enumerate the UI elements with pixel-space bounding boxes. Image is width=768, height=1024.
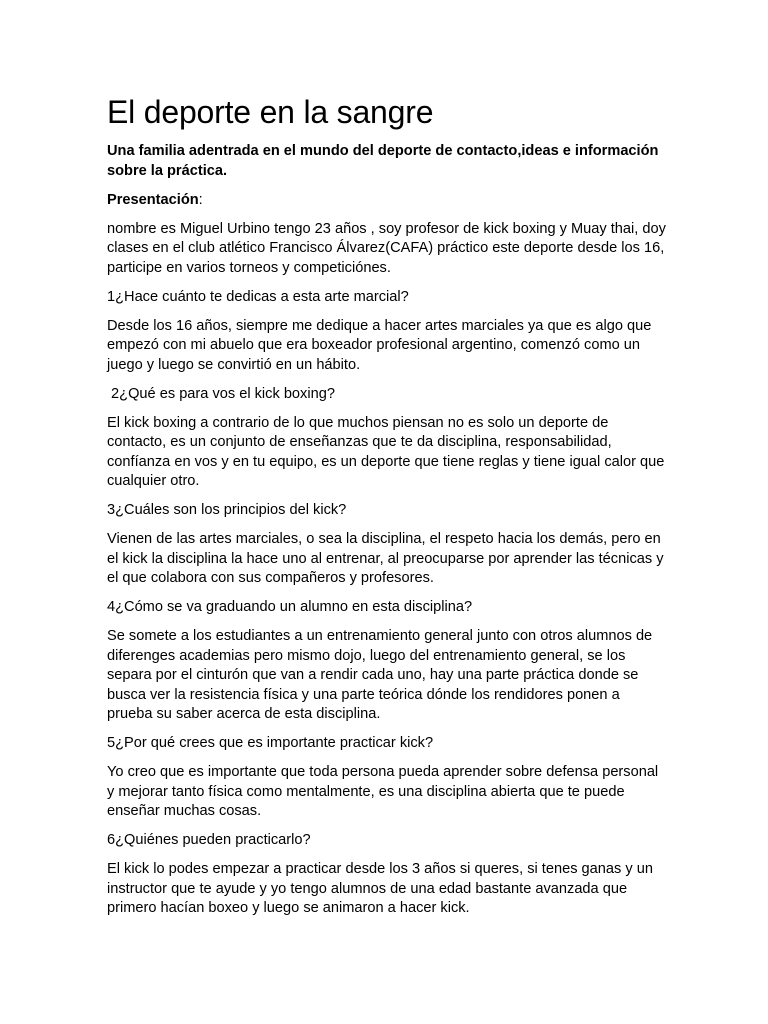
document-subtitle: Una familia adentrada en el mundo del deporte de contacto,ideas e información sobre la práctica.	[107, 143, 659, 179]
answer-3: Vienen de las artes marciales, o sea la disciplina, el respeto hacia los demás, pero en el kick la disciplina la hace uno al entrenar, al preocuparse por aprender las técnicas y el que colabora con sus compañeros y profesores.	[107, 531, 664, 586]
question-2: 2¿Qué es para vos el kick boxing?	[107, 385, 335, 402]
answer-1: Desde los 16 años, siempre me dedique a hacer artes marciales ya que es algo que empezó con mi abuelo que era boxeador profesional argentino, comenzó como un juego y luego se convirtió en un hábito.	[107, 317, 652, 373]
answer-5: Yo creo que es importante que toda persona pueda aprender sobre defensa personal y mejorar tanto física como mentalmente, es una disciplina abierta que te puede enseñar muchas cosas.	[107, 764, 659, 819]
question-4: 4¿Cómo se va graduando un alumno en esta disciplina?	[107, 599, 473, 615]
answer-4: Se somete a los estudiantes a un entrenamiento general junto con otros alumnos de diferenges academias pero mismo dojo, luego del entrenamiento general, se los separa por el cinturón que van a rendir cada uno, hay una parte práctica donde se busca ver la resistencia física y una parte teórica dónde los rendidores ponen a prueba su saber acerca de esta disciplina.	[107, 628, 653, 722]
presentation-label: Presentación	[107, 192, 199, 208]
question-6: 6¿Quiénes pueden practicarlo?	[107, 832, 311, 848]
intro-paragraph: nombre es Miguel Urbino tengo 23 años , soy profesor de kick boxing y Muay thai, doy clases en el club atlético Francisco Álvarez(CAFA) práctico este deporte desde los 16, participe en varios torneos y competiciónes.	[107, 220, 666, 276]
presentation-colon: :	[198, 192, 203, 208]
question-5: 5¿Por qué crees que es importante practicar kick?	[107, 735, 434, 751]
document-page	[107, 92, 667, 928]
question-3: 3¿Cuáles son los principios del kick?	[107, 502, 347, 518]
presentation-heading	[107, 191, 667, 211]
answer-2: El kick boxing a contrario de lo que muchos piensan no es solo un deporte de contacto, es un conjunto de enseñanzas que te da disciplina, responsabilidad, confíanza en vos y en tu equipo, es un deporte que tiene reglas y tiene igual calor que cualquier otro.	[107, 414, 665, 489]
question-1: 1¿Hace cuánto te dedicas a esta arte marcial?	[107, 288, 409, 305]
document-title: El deporte en la sangre	[107, 94, 434, 130]
answer-6: El kick lo podes empezar a practicar desde los 3 años si queres, si tenes ganas y un instructor que te ayude y yo tengo alumnos de una edad bastante avanzada que primero hacían boxeo y luego se animaron a hacer kick.	[107, 861, 653, 916]
